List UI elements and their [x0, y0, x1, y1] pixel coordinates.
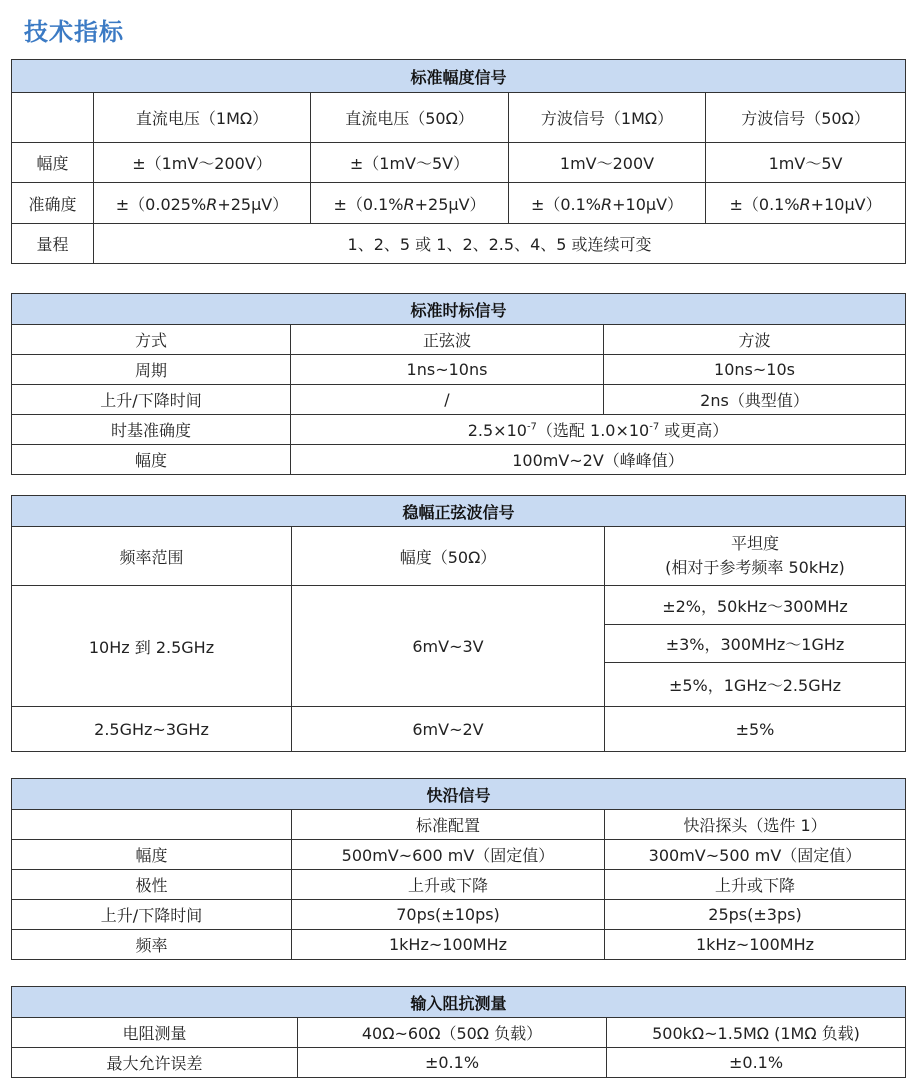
table-cell [509, 183, 706, 224]
row-label: 极性 [12, 870, 292, 900]
cell-text: 2.5×10 [467, 421, 527, 440]
table-cell: 1mV～200V [509, 143, 706, 183]
row-label: 最大允许误差 [12, 1048, 298, 1078]
table-row [12, 900, 906, 930]
header-cell [12, 93, 94, 143]
cell-text: ±（0.1% [333, 194, 404, 214]
table-title: 稳幅正弦波信号 [12, 496, 906, 527]
table-row [12, 1018, 906, 1048]
table-row [12, 143, 906, 183]
table-row [12, 355, 906, 385]
table-cell: ±5%，1GHz～2.5GHz [605, 663, 906, 707]
row-label: 上升/下降时间 [12, 900, 292, 930]
table-cell: 6mV~3V [292, 586, 605, 707]
header-cell: 快沿探头（选件 1） [605, 810, 906, 840]
row-label: 量程 [12, 224, 94, 264]
table-cell: 70ps(±10ps) [292, 900, 605, 930]
header-cell: 方波信号（1MΩ） [509, 93, 706, 143]
exponent: -7 [526, 421, 537, 433]
table-cell: ±5% [605, 707, 906, 752]
header-cell: 方波信号（50Ω） [706, 93, 906, 143]
table-row [12, 810, 906, 840]
cell-text: +25μV） [217, 194, 289, 214]
leveled-sine-table [11, 495, 906, 752]
time-mark-table [11, 293, 906, 475]
input-impedance-table [11, 986, 906, 1078]
table-cell: 1mV～5V [706, 143, 906, 183]
header-cell [12, 810, 292, 840]
table-cell: 1ns~10ns [291, 355, 604, 385]
table-cell [311, 183, 509, 224]
table-row [12, 385, 906, 415]
cell-text: （选配 1.0×10 [536, 421, 650, 440]
fast-edge-table [11, 778, 906, 960]
row-label: 幅度 [12, 840, 292, 870]
table-cell: 500mV~600 mV（固定值） [292, 840, 605, 870]
table-cell: 40Ω~60Ω（50Ω 负载） [298, 1018, 607, 1048]
table-cell: 2ns（典型值） [604, 385, 906, 415]
table-row [12, 224, 906, 264]
table-cell: 1kHz~100MHz [292, 930, 605, 960]
table-cell: ±2%，50kHz～300MHz [605, 586, 906, 625]
cell-var: R [206, 194, 218, 214]
cell-text: ±（0.1% [729, 194, 800, 214]
table-cell: 300mV~500 mV（固定值） [605, 840, 906, 870]
table-row [12, 586, 906, 625]
table-cell: ±0.1% [298, 1048, 607, 1078]
table-cell: 上升或下降 [292, 870, 605, 900]
row-label: 幅度 [12, 143, 94, 183]
table-row [12, 445, 906, 475]
table-row [12, 930, 906, 960]
header-cell: 幅度（50Ω） [292, 527, 605, 586]
table-title: 输入阻抗测量 [12, 987, 906, 1018]
table-title: 标准幅度信号 [12, 60, 906, 93]
table-cell: ±3%，300MHz～1GHz [605, 625, 906, 663]
table-row [12, 1048, 906, 1078]
table-cell: 方波 [604, 325, 906, 355]
header-cell: 标准配置 [292, 810, 605, 840]
table-row [12, 870, 906, 900]
table-row [12, 707, 906, 752]
cell-text: +25μV） [414, 194, 486, 214]
cell-text: +10μV） [810, 194, 882, 214]
table-cell: ±（1mV～5V） [311, 143, 509, 183]
header-cell: 直流电压（50Ω） [311, 93, 509, 143]
standard-amplitude-table [11, 59, 906, 264]
table-title: 快沿信号 [12, 779, 906, 810]
header-line: 平坦度 [730, 534, 779, 553]
table-cell: 25ps(±3ps) [605, 900, 906, 930]
header-cell: 频率范围 [12, 527, 292, 586]
table-row [12, 527, 906, 586]
table-cell: ±（1mV～200V） [94, 143, 311, 183]
cell-text: ±（0.1% [530, 194, 602, 214]
exponent: -7 [649, 421, 660, 433]
table-cell [94, 183, 311, 224]
table-cell: 上升或下降 [605, 870, 906, 900]
cell-var: R [601, 194, 613, 214]
table-cell: 10ns~10s [604, 355, 906, 385]
table-cell [291, 415, 906, 445]
table-cell: / [291, 385, 604, 415]
table-cell: 正弦波 [291, 325, 604, 355]
table-row [12, 415, 906, 445]
table-cell: 500kΩ~1.5MΩ (1MΩ 负载) [607, 1018, 906, 1048]
table-cell: ±0.1% [607, 1048, 906, 1078]
table-cell: 6mV~2V [292, 707, 605, 752]
row-label: 频率 [12, 930, 292, 960]
row-label: 周期 [12, 355, 291, 385]
table-cell: 2.5GHz~3GHz [12, 707, 292, 752]
table-row [12, 840, 906, 870]
row-label: 时基准确度 [12, 415, 291, 445]
header-cell: 直流电压（1MΩ） [94, 93, 311, 143]
row-label: 准确度 [12, 183, 94, 224]
page-title: 技术指标 [24, 18, 124, 46]
header-cell [605, 527, 906, 586]
cell-text: ±（0.025% [115, 194, 207, 214]
row-label: 方式 [12, 325, 291, 355]
cell-text: +10μV） [612, 194, 684, 214]
row-label: 幅度 [12, 445, 291, 475]
cell-var: R [799, 194, 811, 214]
table-cell: 1、2、5 或 1、2、2.5、4、5 或连续可变 [94, 224, 906, 264]
table-cell: 10Hz 到 2.5GHz [12, 586, 292, 707]
cell-var: R [403, 194, 415, 214]
table-row [12, 183, 906, 224]
row-label: 上升/下降时间 [12, 385, 291, 415]
table-title: 标准时标信号 [12, 294, 906, 325]
row-label: 电阻测量 [12, 1018, 298, 1048]
table-cell: 100mV~2V（峰峰值） [291, 445, 906, 475]
header-line: (相对于参考频率 50kHz) [665, 558, 845, 577]
table-row [12, 325, 906, 355]
cell-text: 或更高） [659, 421, 729, 440]
table-cell [706, 183, 906, 224]
table-cell: 1kHz~100MHz [605, 930, 906, 960]
